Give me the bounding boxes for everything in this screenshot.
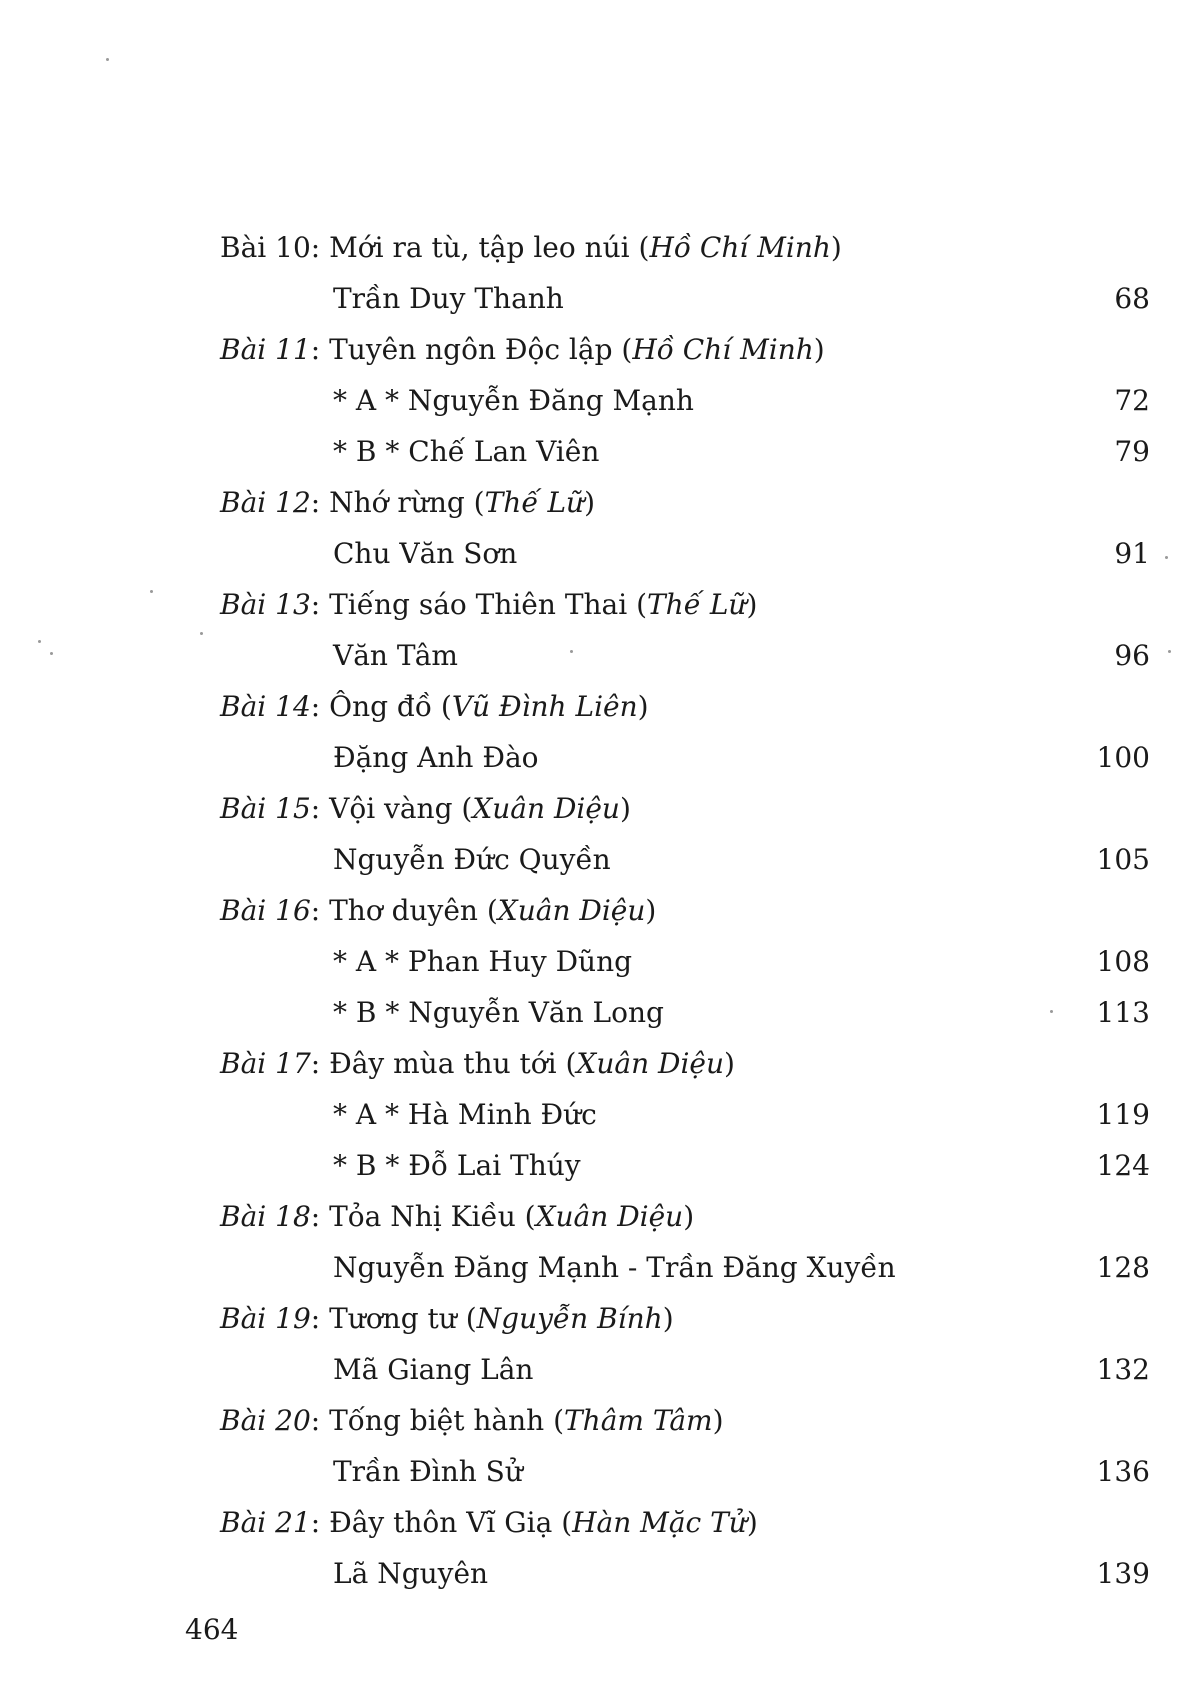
scan-speck bbox=[570, 650, 573, 653]
toc-entry bbox=[220, 1140, 1150, 1191]
author-paren-close: ) bbox=[724, 1047, 735, 1080]
toc-entry bbox=[220, 375, 1150, 426]
entry-author: * A * Nguyễn Đăng Mạnh bbox=[333, 384, 694, 417]
lesson-number: Bài 17 bbox=[220, 1047, 311, 1080]
lesson-title: Tống biệt hành bbox=[329, 1404, 545, 1437]
lesson-separator: : bbox=[310, 690, 330, 723]
entry-author: Mã Giang Lân bbox=[333, 1353, 534, 1386]
toc-lesson-heading bbox=[220, 1293, 1150, 1344]
author-paren-close: ) bbox=[584, 486, 596, 519]
lesson-title: Tương tư bbox=[329, 1302, 457, 1335]
author-paren-close: ) bbox=[683, 1200, 695, 1233]
lesson-number: Bài 10 bbox=[220, 231, 311, 264]
entry-page-number: 128 bbox=[1096, 1251, 1150, 1284]
entry-page-number: 139 bbox=[1096, 1557, 1150, 1590]
lesson-title: Đây thôn Vĩ Giạ bbox=[329, 1506, 553, 1539]
author-paren-open: ( bbox=[627, 588, 647, 621]
scan-speck bbox=[1050, 1010, 1053, 1013]
lesson-separator: : bbox=[310, 1200, 330, 1233]
lesson-number: Bài 12 bbox=[220, 486, 311, 519]
lesson-author: Nguyễn Bính bbox=[476, 1302, 663, 1335]
entry-author: Văn Tâm bbox=[333, 639, 458, 672]
author-paren-open: ( bbox=[544, 1404, 564, 1437]
author-paren-close: ) bbox=[712, 1404, 724, 1437]
entry-author: * A * Hà Minh Đức bbox=[333, 1098, 597, 1131]
lesson-separator: : bbox=[310, 894, 330, 927]
lesson-author: Xuân Diệu bbox=[535, 1200, 684, 1233]
author-paren-open: ( bbox=[552, 1506, 573, 1539]
toc-lesson-heading bbox=[220, 477, 1150, 528]
entry-page-number: 119 bbox=[1096, 1098, 1150, 1131]
entry-author: * B * Đỗ Lai Thúy bbox=[333, 1149, 581, 1182]
lesson-author: Vũ Đình Liên bbox=[451, 690, 638, 723]
toc-lesson-heading bbox=[220, 783, 1150, 834]
lesson-number: Bài 20 bbox=[220, 1404, 311, 1437]
lesson-title: Ông đồ bbox=[329, 690, 432, 723]
scan-speck bbox=[1165, 556, 1168, 559]
author-paren-close: ) bbox=[619, 792, 631, 825]
lesson-separator: : bbox=[310, 1506, 330, 1539]
toc-entry bbox=[220, 987, 1150, 1038]
author-paren-open: ( bbox=[612, 333, 633, 366]
lesson-separator: : bbox=[310, 333, 330, 366]
toc-entry bbox=[220, 528, 1150, 579]
toc-entry bbox=[220, 936, 1150, 987]
toc-lesson-heading bbox=[220, 1395, 1150, 1446]
entry-author: * A * Phan Huy Dũng bbox=[333, 945, 633, 978]
author-paren-close: ) bbox=[662, 1302, 674, 1335]
entry-author: Trần Duy Thanh bbox=[333, 282, 564, 315]
entry-author: Chu Văn Sơn bbox=[333, 537, 518, 570]
author-paren-open: ( bbox=[515, 1200, 536, 1233]
lesson-separator: : bbox=[310, 588, 330, 621]
scan-speck bbox=[1168, 650, 1171, 653]
entry-page-number: 79 bbox=[1114, 435, 1150, 468]
toc-lesson-heading bbox=[220, 1497, 1150, 1548]
entry-page-number: 91 bbox=[1114, 537, 1150, 570]
entry-page-number: 105 bbox=[1096, 843, 1150, 876]
toc-entry bbox=[220, 1548, 1150, 1599]
author-paren-close: ) bbox=[830, 231, 842, 264]
lesson-author: Hàn Mặc Tử bbox=[572, 1506, 747, 1539]
lesson-separator: : bbox=[310, 1404, 330, 1437]
lesson-separator: : bbox=[310, 486, 330, 519]
lesson-separator: : bbox=[310, 1047, 330, 1080]
lesson-separator: : bbox=[310, 792, 330, 825]
toc-lesson-heading bbox=[220, 1191, 1150, 1242]
toc-lesson-heading bbox=[220, 579, 1150, 630]
entry-page-number: 124 bbox=[1096, 1149, 1150, 1182]
toc-lesson-heading bbox=[220, 1038, 1150, 1089]
table-of-contents bbox=[220, 222, 1150, 1599]
lesson-number: Bài 16 bbox=[220, 894, 311, 927]
toc-entry bbox=[220, 1242, 1150, 1293]
scan-speck bbox=[200, 632, 203, 635]
lesson-number: Bài 19 bbox=[220, 1302, 311, 1335]
author-paren-close: ) bbox=[637, 690, 649, 723]
entry-author: Trần Đình Sử bbox=[333, 1455, 523, 1488]
entry-author: Nguyễn Đức Quyền bbox=[333, 843, 611, 876]
toc-lesson-heading bbox=[220, 222, 1150, 273]
toc-entry bbox=[220, 1089, 1150, 1140]
author-paren-close: ) bbox=[813, 333, 825, 366]
toc-entry bbox=[220, 630, 1150, 681]
lesson-number: Bài 15 bbox=[220, 792, 311, 825]
toc-entry bbox=[220, 273, 1150, 324]
author-paren-open: ( bbox=[452, 792, 473, 825]
lesson-author: Xuân Diệu bbox=[472, 792, 620, 825]
lesson-number: Bài 21 bbox=[220, 1506, 311, 1539]
scan-speck bbox=[106, 58, 109, 61]
lesson-title: Nhớ rừng bbox=[329, 486, 465, 519]
author-paren-open: ( bbox=[556, 1047, 577, 1080]
lesson-number: Bài 14 bbox=[220, 690, 311, 723]
lesson-author: Xuân Diệu bbox=[497, 894, 646, 927]
lesson-author: Hồ Chí Minh bbox=[649, 231, 831, 264]
lesson-title: Tiếng sáo Thiên Thai bbox=[329, 588, 628, 621]
scan-speck bbox=[50, 652, 53, 655]
toc-entry bbox=[220, 1446, 1150, 1497]
page-number: 464 bbox=[185, 1613, 239, 1646]
scan-speck bbox=[38, 640, 41, 643]
entry-page-number: 68 bbox=[1114, 282, 1150, 315]
lesson-author: Xuân Diệu bbox=[576, 1047, 725, 1080]
lesson-author: Thế Lữ bbox=[647, 588, 747, 621]
lesson-title: Mới ra tù, tập leo núi bbox=[329, 231, 630, 264]
lesson-separator: : bbox=[310, 231, 330, 264]
entry-page-number: 100 bbox=[1096, 741, 1150, 774]
lesson-title: Thơ duyên bbox=[329, 894, 478, 927]
author-paren-close: ) bbox=[746, 1506, 758, 1539]
entry-author: Lã Nguyên bbox=[333, 1557, 489, 1590]
author-paren-close: ) bbox=[645, 894, 657, 927]
lesson-number: Bài 13 bbox=[220, 588, 311, 621]
toc-entry bbox=[220, 1344, 1150, 1395]
author-paren-open: ( bbox=[464, 486, 485, 519]
lesson-title: Tuyên ngôn Độc lập bbox=[329, 333, 613, 366]
lesson-author: Thâm Tâm bbox=[564, 1404, 713, 1437]
entry-page-number: 96 bbox=[1114, 639, 1150, 672]
toc-lesson-heading bbox=[220, 885, 1150, 936]
entry-page-number: 132 bbox=[1096, 1353, 1150, 1386]
author-paren-open: ( bbox=[456, 1302, 477, 1335]
toc-lesson-heading bbox=[220, 324, 1150, 375]
lesson-title: Đây mùa thu tới bbox=[329, 1047, 557, 1080]
author-paren-close: ) bbox=[746, 588, 758, 621]
entry-page-number: 136 bbox=[1096, 1455, 1150, 1488]
author-paren-open: ( bbox=[431, 690, 452, 723]
toc-entry bbox=[220, 834, 1150, 885]
author-paren-open: ( bbox=[477, 894, 498, 927]
lesson-number: Bài 18 bbox=[220, 1200, 311, 1233]
lesson-title: Tỏa Nhị Kiều bbox=[329, 1200, 516, 1233]
toc-lesson-heading bbox=[220, 681, 1150, 732]
toc-entry bbox=[220, 426, 1150, 477]
entry-page-number: 113 bbox=[1096, 996, 1150, 1029]
entry-author: Đặng Anh Đào bbox=[333, 741, 539, 774]
lesson-title: Vội vàng bbox=[329, 792, 453, 825]
entry-author: * B * Nguyễn Văn Long bbox=[333, 996, 664, 1029]
lesson-separator: : bbox=[310, 1302, 330, 1335]
lesson-author: Thế Lữ bbox=[484, 486, 585, 519]
author-paren-open: ( bbox=[629, 231, 650, 264]
entry-page-number: 108 bbox=[1096, 945, 1150, 978]
lesson-number: Bài 11 bbox=[220, 333, 311, 366]
entry-page-number: 72 bbox=[1114, 384, 1150, 417]
entry-author: * B * Chế Lan Viên bbox=[333, 435, 600, 468]
lesson-author: Hồ Chí Minh bbox=[632, 333, 814, 366]
toc-entry bbox=[220, 732, 1150, 783]
entry-author: Nguyễn Đăng Mạnh - Trần Đăng Xuyền bbox=[333, 1251, 896, 1284]
scan-speck bbox=[150, 590, 153, 593]
